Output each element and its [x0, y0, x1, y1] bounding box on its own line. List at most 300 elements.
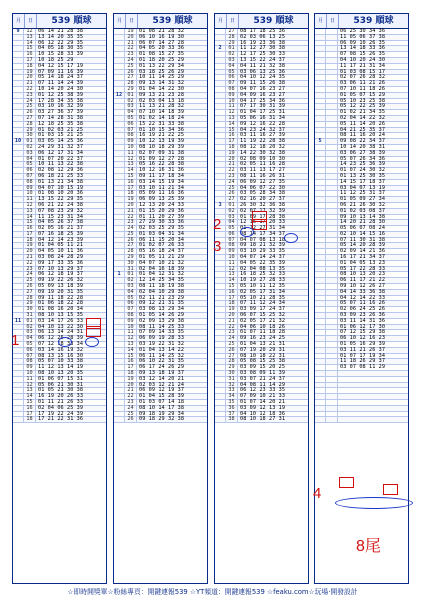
highlight-circle: [284, 233, 298, 243]
numbers-cell: 01 06 18 22 28: [38, 300, 84, 307]
numbers-cell: 03 05 28 34 38: [240, 190, 286, 197]
month-cell: [13, 296, 24, 301]
month-header: 月: [215, 14, 227, 28]
numbers-cell: 08 10 14 17 38: [139, 404, 185, 411]
numbers-cell: 26 30 32 36 38: [240, 201, 286, 208]
numbers-cell: 14 15 17 18 37: [340, 178, 386, 185]
day-cell: 26: [24, 284, 36, 289]
month-cell: [114, 348, 125, 353]
day-cell: [326, 99, 338, 104]
day-cell: [326, 307, 338, 312]
numbers-cell: 16 17 21 34 37: [340, 254, 386, 261]
numbers-cell: 02 08 09 10 30: [240, 155, 286, 162]
numbers-cell: 01 07 20 22 37: [38, 155, 84, 162]
month-cell: [315, 104, 326, 109]
month-cell: [315, 203, 326, 208]
month-cell: [215, 29, 226, 34]
month-cell: [114, 139, 125, 144]
month-cell: [114, 336, 125, 341]
numbers-cell: 09 12 21 31 35: [139, 300, 185, 307]
numbers-cell: 03 08 09 11 39: [240, 370, 286, 377]
month-cell: [315, 162, 326, 167]
numbers-cell: 03 12 14 20 21: [139, 375, 185, 382]
day-cell: 26: [226, 348, 238, 353]
highlight-box: [86, 326, 101, 337]
month-cell: [114, 296, 125, 301]
numbers-cell: 06 12 18 19 37: [38, 271, 84, 278]
day-cell: 34: [226, 394, 238, 399]
month-cell: [114, 110, 125, 115]
numbers-cell: 12 16 17 20 33: [240, 219, 286, 226]
day-cell: 22: [226, 325, 238, 330]
month-cell: [114, 383, 125, 388]
month-cell: [315, 348, 326, 353]
day-cell: 24: [24, 272, 36, 277]
numbers-cell: 01 03 15 21 25: [38, 132, 84, 139]
numbers-cell: 10 14 20 38 31: [340, 143, 386, 150]
month-cell: [315, 406, 326, 411]
numbers-cell: 01 10 15 34 36: [139, 126, 185, 133]
month-cell: [114, 238, 125, 243]
month-cell: [315, 122, 326, 127]
month-cell: [315, 35, 326, 40]
month-cell: [215, 209, 226, 214]
day-cell: 01: [226, 46, 238, 51]
month-cell: [315, 417, 326, 422]
month-cell: [114, 301, 125, 306]
day-cell: [326, 400, 338, 405]
month-cell: [315, 319, 326, 324]
month-cell: [114, 116, 125, 121]
day-cell: 05: [226, 70, 238, 75]
day-cell: 19: [125, 197, 137, 202]
month-cell: [315, 186, 326, 191]
numbers-cell: 02 16 20 27 37: [240, 196, 286, 203]
day-cell: [326, 325, 338, 330]
numbers-cell: 03 06 13 25 36: [240, 68, 286, 75]
month-cell: [215, 383, 226, 388]
month-cell: [215, 93, 226, 98]
month-cell: [215, 330, 226, 335]
day-cell: 28: [226, 359, 238, 364]
numbers-cell: 01 11 20 27 39: [139, 213, 185, 220]
day-cell: 07: [226, 81, 238, 86]
month-cell: [13, 197, 24, 202]
month-cell: [114, 290, 125, 295]
day-cell: 15: [226, 128, 238, 133]
day-cell: [326, 267, 338, 272]
month-cell: [315, 232, 326, 237]
day-cell: 30: [24, 307, 36, 312]
day-cell: [326, 412, 338, 417]
month-cell: [114, 394, 125, 399]
day-cell: 03: [226, 215, 238, 220]
month-cell: [13, 307, 24, 312]
month-cell: [13, 261, 24, 266]
month-cell: [13, 191, 24, 196]
day-cell: 19: [125, 377, 137, 382]
month-cell: [114, 128, 125, 133]
day-cell: 29: [226, 41, 238, 46]
numbers-cell: 04 23 24 32 37: [240, 126, 286, 133]
day-cell: 29: [24, 128, 36, 133]
month-cell: [315, 197, 326, 202]
numbers-cell: 01 12 27 31 34: [240, 225, 286, 232]
day-cell: 18: [24, 64, 36, 69]
numbers-cell: 01 07 14 20 21: [240, 399, 286, 405]
day-cell: 27: [226, 197, 238, 202]
numbers-cell: 01 11 21 26 33: [38, 399, 84, 405]
day-cell: 29: [125, 87, 137, 92]
day-cell: 03: [125, 284, 137, 289]
month-cell: [215, 99, 226, 104]
day-cell: 06: [226, 232, 238, 237]
day-cell: 17: [226, 296, 238, 301]
day-cell: 25: [24, 104, 36, 109]
month-cell: [114, 145, 125, 150]
numbers-cell: 11 18 26 29 37: [340, 358, 386, 365]
numbers-cell: 08 13 15 16 30: [38, 352, 84, 359]
numbers-cell: 06 11 15 20 34: [139, 236, 185, 243]
month-cell: [114, 330, 125, 335]
numbers-cell: 01 08 16 20 34: [38, 306, 84, 313]
numbers-cell: 05 08 15 25 38: [240, 358, 286, 365]
day-cell: [326, 290, 338, 295]
draw-rows: [315, 29, 408, 423]
numbers-cell: 08 10 18 27 31: [240, 416, 286, 423]
numbers-cell: 03 10 11 21 34: [139, 184, 185, 191]
day-header: 日: [25, 14, 37, 28]
month-cell: [315, 209, 326, 214]
day-cell: [326, 197, 338, 202]
numbers-cell: 09 13 14 31 32: [139, 80, 185, 87]
day-cell: [326, 145, 338, 150]
numbers-cell: 03 11 21 26 37: [340, 346, 386, 353]
month-cell: 10: [13, 139, 24, 144]
month-cell: [114, 46, 125, 51]
day-cell: 18: [125, 371, 137, 376]
month-header: 月: [114, 14, 126, 28]
day-cell: 15: [24, 400, 36, 405]
day-cell: 26: [24, 110, 36, 115]
month-cell: [13, 238, 24, 243]
numbers-cell: 05 16 18 24 37: [139, 248, 185, 255]
month-cell: [215, 342, 226, 347]
day-cell: 24: [226, 180, 238, 185]
month-cell: [315, 365, 326, 370]
numbers-cell: 10 19 27 28 33: [240, 277, 286, 284]
month-cell: [315, 99, 326, 104]
month-cell: [13, 116, 24, 121]
day-cell: 11: [226, 261, 238, 266]
numbers-cell: 01 07 24 30 32: [340, 167, 386, 174]
day-cell: 11: [125, 330, 137, 335]
numbers-cell: 09 11 18 22 28: [38, 294, 84, 301]
day-cell: 07: [125, 128, 137, 133]
numbers-cell: 04 07 08 13 18: [240, 236, 286, 243]
day-cell: 21: [24, 255, 36, 260]
day-cell: 08: [125, 133, 137, 138]
month-cell: [114, 220, 125, 225]
month-cell: [13, 93, 24, 98]
numbers-cell: 01 04 05 11 21: [38, 242, 84, 249]
day-cell: [326, 278, 338, 283]
numbers-cell: 03 04 07 13 19: [340, 184, 386, 191]
numbers-cell: [338, 377, 408, 382]
day-cell: 10: [226, 99, 238, 104]
numbers-cell: 01 12 25 38 39: [38, 91, 84, 98]
day-cell: 18: [226, 145, 238, 150]
day-cell: [326, 365, 338, 370]
month-cell: [13, 174, 24, 179]
month-cell: [315, 249, 326, 254]
numbers-cell: 03 19 22 31 32: [139, 341, 185, 348]
month-cell: [315, 261, 326, 266]
day-cell: 20: [24, 75, 36, 80]
month-cell: [215, 284, 226, 289]
month-cell: [315, 191, 326, 196]
month-cell: [215, 400, 226, 405]
day-cell: 19: [24, 243, 36, 248]
numbers-cell: 05 14 20 28 39: [340, 242, 386, 249]
day-cell: 27: [226, 354, 238, 359]
month-cell: [315, 400, 326, 405]
month-cell: [114, 191, 125, 196]
month-cell: [114, 174, 125, 179]
numbers-cell: 02 05 16 21 37: [38, 225, 84, 232]
day-cell: [326, 87, 338, 92]
day-cell: 31: [125, 267, 137, 272]
numbers-cell: 09 10 13 14 38: [340, 213, 386, 220]
numbers-cell: 03 14 16 19 32: [38, 346, 84, 353]
month-cell: [315, 29, 326, 34]
numbers-cell: 05 10 21 28 35: [240, 294, 286, 301]
day-cell: [326, 371, 338, 376]
month-cell: [13, 110, 24, 115]
numbers-cell: 17 19 22 24 39: [38, 410, 84, 417]
month-cell: [315, 383, 326, 388]
month-cell: [114, 197, 125, 202]
numbers-cell: 08 10 13 20 35: [38, 370, 84, 377]
day-cell: 24: [226, 336, 238, 341]
day-cell: 29: [125, 255, 137, 260]
day-cell: 02: [24, 145, 36, 150]
month-cell: [13, 417, 24, 422]
day-cell: [326, 29, 338, 34]
numbers-cell: 01 02 03 08 37: [340, 207, 386, 214]
month-cell: [13, 394, 24, 399]
day-cell: 21: [24, 81, 36, 86]
day-cell: 12: [125, 157, 137, 162]
numbers-cell: 04 10 12 18 36: [240, 410, 286, 417]
numbers-cell: 16 18 25 32 33: [240, 271, 286, 278]
numbers-cell: 02 03 04 13 18: [139, 97, 185, 104]
numbers-cell: 09 19 20 31 35: [38, 288, 84, 295]
day-cell: [326, 313, 338, 318]
month-cell: [215, 359, 226, 364]
month-cell: [215, 365, 226, 370]
day-cell: 26: [125, 417, 137, 422]
month-cell: 2: [215, 46, 226, 51]
day-cell: 06: [125, 122, 137, 127]
numbers-cell: 01 04 13 14 22: [139, 346, 185, 353]
month-cell: [13, 412, 24, 417]
numbers-cell: 05 07 26 34 36: [340, 155, 386, 162]
day-cell: [326, 122, 338, 127]
day-cell: [326, 41, 338, 46]
day-cell: 04: [125, 110, 137, 115]
month-cell: [215, 157, 226, 162]
month-cell: [315, 359, 326, 364]
numbers-cell: 01 18 20 25 29: [139, 56, 185, 63]
numbers-cell: 09 18 21 32 39: [240, 242, 286, 249]
month-cell: [13, 122, 24, 127]
column-title: 539 順球: [152, 16, 193, 26]
numbers-cell: 09 13 21 23 28: [139, 91, 185, 98]
numbers-cell: 09 10 12 26 27: [340, 283, 386, 290]
day-cell: 22: [24, 87, 36, 92]
day-cell: 14: [24, 215, 36, 220]
numbers-cell: 07 17 30 31 39: [240, 103, 286, 110]
day-cell: 22: [125, 46, 137, 51]
month-cell: [13, 64, 24, 69]
day-cell: 22: [125, 394, 137, 399]
month-cell: [215, 151, 226, 156]
day-cell: [326, 139, 338, 144]
month-cell: [114, 319, 125, 324]
numbers-cell: [338, 371, 408, 376]
day-cell: 24: [125, 58, 137, 63]
day-cell: 03: [24, 151, 36, 156]
day-cell: [326, 359, 338, 364]
day-cell: 17: [24, 232, 36, 237]
month-cell: [215, 406, 226, 411]
numbers-cell: 11 12 13 14 19: [38, 364, 84, 371]
numbers-cell: 12 14 25 34 35: [139, 277, 185, 284]
numbers-cell: 03 07 08 11 29: [340, 364, 386, 371]
day-cell: 30: [125, 261, 137, 266]
month-cell: [13, 99, 24, 104]
day-cell: 05: [226, 226, 238, 231]
day-cell: 20: [24, 249, 36, 254]
numbers-cell: 11 17 21 31 34: [340, 62, 386, 69]
month-cell: [215, 412, 226, 417]
numbers-cell: 05 12 22 25 39: [340, 103, 386, 110]
numbers-cell: [338, 383, 408, 388]
day-cell: [326, 58, 338, 63]
numbers-cell: 01 07 17 19 34: [340, 352, 386, 359]
month-cell: [13, 81, 24, 86]
footer-credit: ☆即時開獎單☆粉絲專頁：開鍵連報539 ☆YT頻道：開鍵連報539 ☆feaku.com☆玩場·開發設計: [67, 588, 358, 596]
day-cell: 21: [226, 162, 238, 167]
month-cell: [315, 226, 326, 231]
day-header: 日: [126, 14, 138, 28]
day-cell: 25: [226, 186, 238, 191]
day-cell: 04: [125, 290, 137, 295]
numbers-cell: 05 09 13 18 39: [38, 283, 84, 290]
numbers-cell: 04 05 22 35 39: [240, 259, 286, 266]
month-cell: [13, 157, 24, 162]
month-cell: [315, 145, 326, 150]
day-cell: 03: [24, 330, 36, 335]
day-cell: 04: [226, 220, 238, 225]
numbers-cell: 04 12 14 22 33: [340, 294, 386, 301]
numbers-cell: 07 10 13 29 37: [38, 265, 84, 272]
numbers-cell: 04 07 16 23 27: [240, 85, 286, 92]
month-cell: [315, 388, 326, 393]
day-cell: 20: [226, 313, 238, 318]
day-cell: [326, 81, 338, 86]
numbers-cell: 01 05 21 30 38: [38, 387, 84, 394]
numbers-cell: 06 10 12 16 23: [340, 335, 386, 342]
day-cell: [326, 35, 338, 40]
day-cell: 24: [125, 406, 137, 411]
day-cell: 01: [24, 139, 36, 144]
numbers-cell: 08 10 13 20 23: [340, 271, 386, 278]
day-cell: 10: [24, 371, 36, 376]
numbers-cell: 03 18 25 26 29: [139, 68, 185, 75]
month-cell: [114, 278, 125, 283]
numbers-cell: [338, 394, 408, 399]
month-cell: [114, 168, 125, 173]
day-cell: 01: [226, 203, 238, 208]
numbers-cell: 01 02 14 18 24: [139, 114, 185, 121]
day-cell: [326, 272, 338, 277]
month-cell: [114, 255, 125, 260]
numbers-cell: 02 05 17 21 32: [240, 317, 286, 324]
month-cell: [114, 70, 125, 75]
month-cell: [114, 417, 125, 422]
month-cell: [13, 249, 24, 254]
numbers-cell: 01 07 11 18 28: [240, 329, 286, 336]
month-cell: [114, 99, 125, 104]
day-cell: 36: [226, 406, 238, 411]
numbers-cell: 07 12 18 33 34: [38, 341, 84, 348]
month-cell: 9: [13, 29, 24, 34]
numbers-cell: 01 05 16 29 39: [340, 341, 386, 348]
numbers-cell: 01 03 04 31 34: [139, 230, 185, 237]
day-header: 日: [227, 14, 239, 28]
numbers-cell: 01 02 07 26 33: [139, 242, 185, 249]
numbers-cell: 05 07 11 16 26: [340, 300, 386, 307]
numbers-cell: [338, 400, 408, 405]
day-cell: 18: [226, 301, 238, 306]
day-cell: 15: [125, 174, 137, 179]
numbers-cell: 11 15 23 31 34: [38, 213, 84, 220]
month-cell: [114, 243, 125, 248]
day-cell: 35: [226, 400, 238, 405]
day-cell: [326, 249, 338, 254]
numbers-cell: 01 13 25 30 35: [340, 172, 386, 179]
month-cell: 3: [215, 203, 226, 208]
day-cell: 25: [125, 232, 137, 237]
month-cell: [114, 313, 125, 318]
numbers-cell: 08 11 18 19 38: [139, 283, 185, 290]
month-cell: [315, 238, 326, 243]
month-cell: [215, 110, 226, 115]
numbers-cell: 01 06 07 15 31: [38, 375, 84, 382]
day-cell: 31: [24, 313, 36, 318]
numbers-cell: 07 09 14 33 35: [139, 329, 185, 336]
month-cell: [215, 191, 226, 196]
day-cell: 17: [125, 365, 137, 370]
numbers-cell: 03 09 12 13 19: [240, 404, 286, 411]
day-cell: 28: [24, 122, 36, 127]
month-cell: [13, 203, 24, 208]
day-cell: [326, 394, 338, 399]
day-cell: 16: [24, 226, 36, 231]
numbers-cell: 01 15 20 29 36: [139, 207, 185, 214]
